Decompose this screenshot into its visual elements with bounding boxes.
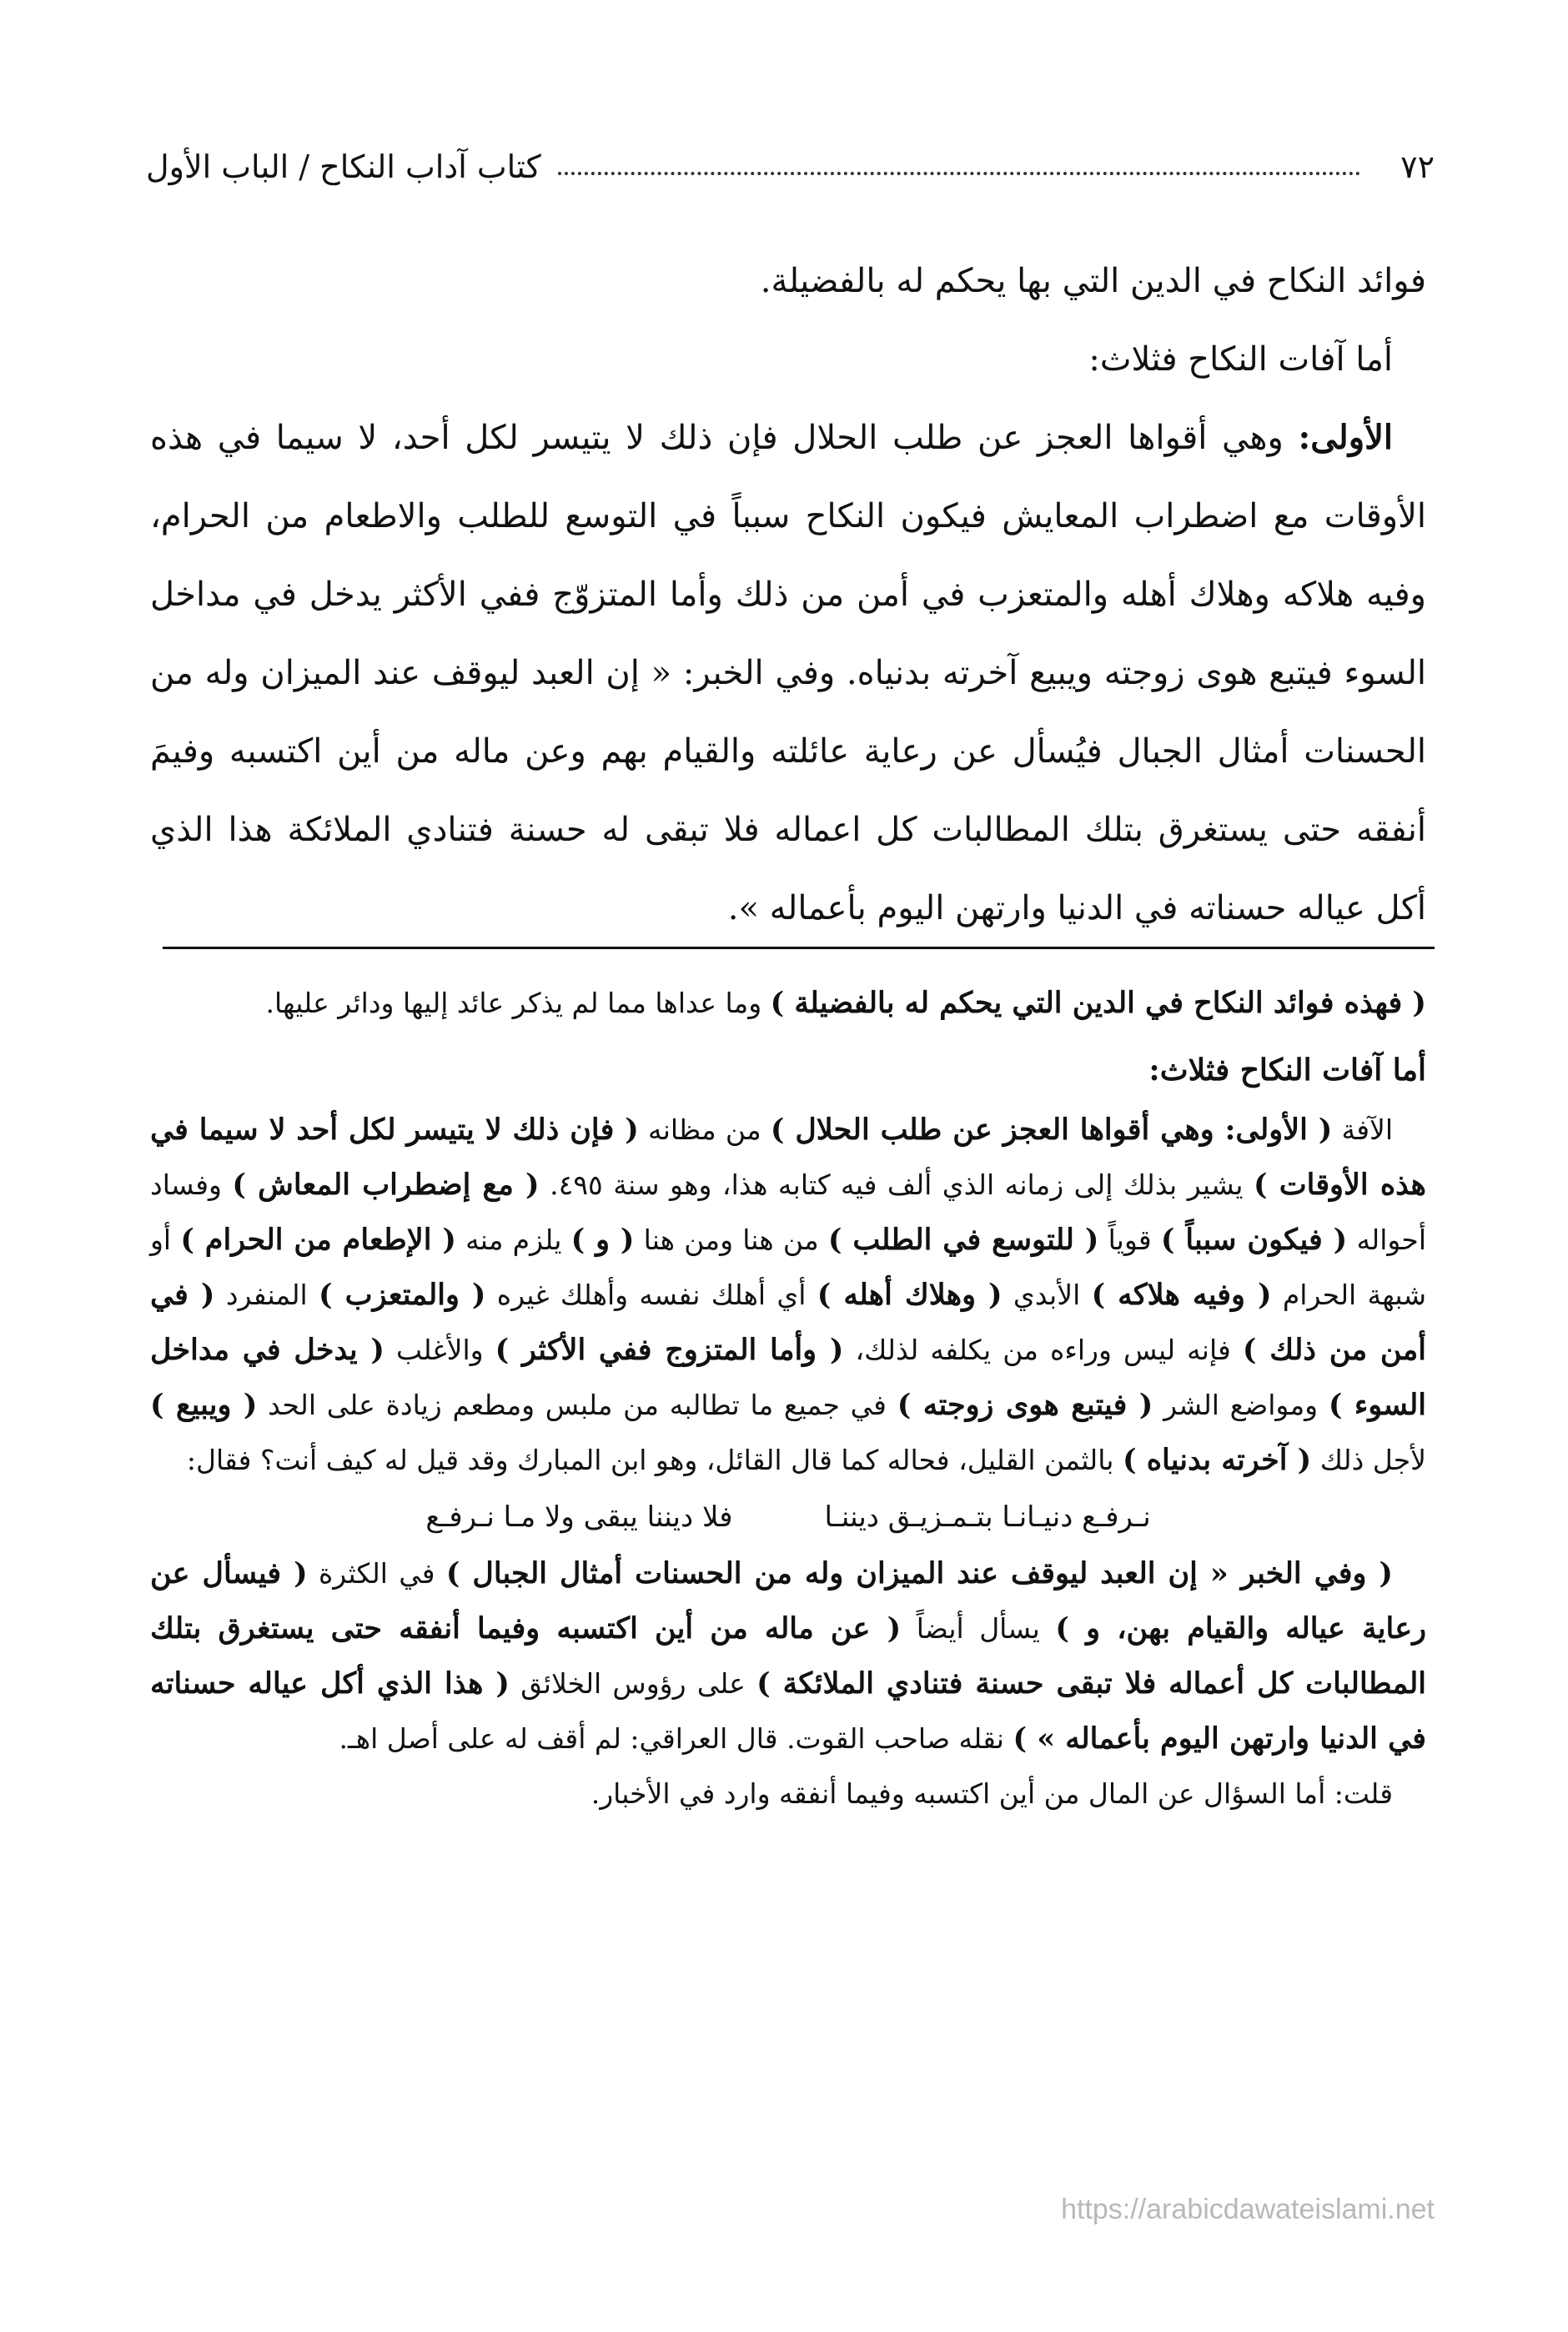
quoted-text: ( يدخل في مداخل السوء ): [150, 1333, 1426, 1422]
commentary-paragraph-3: [150, 1546, 1426, 1767]
quoted-text: ( فيسأل عن رعاية عياله والقيام بهن، و ): [150, 1556, 1426, 1646]
commentary-text: يشير بذلك إلى زمانه الذي ألف فيه كتابه هذا، وهو سنة ٤٩٥.: [550, 1169, 1244, 1201]
quoted-text: ( هذا الذي أكل عياله حسناته في الدنيا وارتهن اليوم بأعماله » ): [150, 1666, 1426, 1756]
commentary-text: في الكثرة: [319, 1557, 435, 1590]
quoted-text: ( فيتبع هوى زوجته ): [897, 1388, 1153, 1422]
commentary-text: فإنه ليس وراءه من يكلفه لذلك،: [855, 1334, 1231, 1366]
commentary-text: المنفرد: [225, 1279, 308, 1311]
quoted-text: ( وفيه هلاكه ): [1091, 1278, 1272, 1312]
quoted-text: ( ويبيع ): [150, 1388, 258, 1422]
commentary-heading: أما آفات النكاح فثلاث:: [1148, 1053, 1426, 1088]
header-dotted-leader: [558, 172, 1360, 175]
quoted-text: ( وأما المتزوج ففي الأكثر ): [495, 1333, 844, 1367]
quoted-text: ( وفي الخبر « إن العبد ليوقف عند الميزان وله من الحسنات أمثال الجبال ): [445, 1556, 1393, 1591]
commentary-text: في جميع ما تطالبه من ملبس ومطعم زيادة على الحد: [268, 1389, 887, 1421]
quoted-text: ( الإطعام من الحرام ): [180, 1223, 456, 1257]
commentary-text: أي أهلك نفسه وأهلك غيره: [496, 1279, 807, 1311]
commentary-text: من هنا ومن هنا: [643, 1224, 819, 1256]
quoted-text: ( فهذه فوائد النكاح في الدين التي يحكم له بالفضيلة ): [770, 986, 1426, 1020]
verse-first-hemistich: نـرفـع دنيـانـا بتـمـزيـق ديننـا: [824, 1500, 1151, 1534]
commentary-text: ومواضع الشر: [1163, 1389, 1319, 1421]
commentary-text: لأجل ذلك: [1319, 1444, 1426, 1476]
quoted-text: ( آخرته بدنياه ): [1122, 1443, 1312, 1477]
quoted-text: ( عن ماله من أين اكتسبه وفيما أنفقه حتى يستغرق بتلك المطالبات كل أعماله فلا تبقى حسنة فتنادي الملائكة ): [150, 1611, 1426, 1701]
commentary-text: والأغلب: [396, 1334, 484, 1366]
main-paragraph-2: أما آفات النكاح فثلاث:: [1088, 340, 1393, 379]
quoted-text: ( وهلاك أهله ): [817, 1278, 1003, 1312]
commentary-text: نقله صاحب القوت. قال العراقي: لم أقف له على أصل اهـ.: [339, 1722, 1004, 1755]
quoted-text: ( فيكون سبباً ): [1160, 1223, 1348, 1257]
commentary-paragraph-4: قلت: أما السؤال عن المال من أين اكتسبه وفيما أنفقه وارد في الأخبار.: [591, 1777, 1393, 1810]
commentary-text: يسأل أيضاً: [916, 1612, 1040, 1645]
footnote-divider: [163, 947, 1435, 949]
commentary-text: يلزم منه: [465, 1224, 562, 1256]
quoted-text: ( للتوسع في الطلب ): [827, 1223, 1099, 1257]
commentary-text: من مظانه: [648, 1113, 761, 1146]
commentary-text: الآفة: [1341, 1113, 1394, 1146]
commentary-paragraph-1: [150, 976, 1426, 1031]
main-paragraph-3: [150, 399, 1426, 947]
quoted-text: ( الأولى: وهي أقواها العجز عن طلب الحلال ): [770, 1113, 1333, 1147]
main-paragraph-1: فوائد النكاح في الدين التي بها يحكم له بالفضيلة.: [760, 262, 1426, 300]
commentary-text: وما عداها مما لم يذكر عائد إليها ودائر عليها.: [265, 987, 762, 1019]
commentary-text: بالثمن القليل، فحاله كما قال القائل، وهو ابن المبارك وقد قيل له كيف أنت؟ فقال:: [186, 1444, 1114, 1476]
commentary-text: وفساد أحواله: [150, 1169, 1426, 1256]
verse-second-hemistich: فلا ديننا يبقى ولا مـا نـرفـع: [425, 1500, 733, 1534]
commentary-text: قوياً: [1108, 1224, 1152, 1256]
main-text: [150, 242, 1426, 947]
commentary-text: الأبدي: [1013, 1279, 1081, 1311]
page-number: ٧٢: [1400, 148, 1435, 185]
commentary-text: أو شبهة الحرام: [150, 1224, 1427, 1311]
quoted-text: ( في أمن من ذلك ): [150, 1278, 1426, 1367]
header-title: كتاب آداب النكاح / الباب الأول: [146, 148, 541, 185]
quoted-text: ( مع إضطراب المعاش ): [232, 1168, 540, 1202]
poetry-verse: [150, 1488, 1426, 1546]
first-affliction-label: الأولى:: [1298, 418, 1393, 457]
commentary: [150, 976, 1426, 1822]
source-watermark: https://arabicdawateislami.net: [1061, 2194, 1435, 2225]
first-affliction-text: وهي أقواها العجز عن طلب الحلال فإن ذلك لا يتيسر لكل أحد، لا سيما في هذه الأوقات مع اضطراب المعايش فيكون النكاح سبباً في التوسع للطلب والاطعام من الحرام، وفيه هلاكه وهلاك أهله والمتعزب في أمن من ذلك وأما المتزوّج ففي الأكثر يدخل في مداخل السوء فيتبع هوى زوجته ويبيع آخرته بدنياه. وفي الخبر: « إن العبد ليوقف عند الميزان وله من الحسنات أمثال الجبال فيُسأل عن رعاية عائلته والقيام بهم وعن ماله من أين اكتسبه وفيمَ أنفقه حتى يستغرق بتلك المطالبات كل اعماله فلا تبقى له حسنة فتنادي الملائكة هذا الذي أكل عياله حسناته في الدنيا وارتهن اليوم بأعماله ».: [150, 419, 1426, 927]
running-header: [146, 138, 1435, 196]
commentary-text: على رؤوس الخلائق: [520, 1667, 746, 1700]
quoted-text: ( و ): [570, 1223, 635, 1257]
quoted-text: ( فإن ذلك لا يتيسر لكل أحد لا سيما في هذه الأوقات ): [150, 1113, 1426, 1202]
commentary-paragraph-2: [150, 1103, 1426, 1488]
quoted-text: ( والمتعزب ): [319, 1278, 486, 1312]
